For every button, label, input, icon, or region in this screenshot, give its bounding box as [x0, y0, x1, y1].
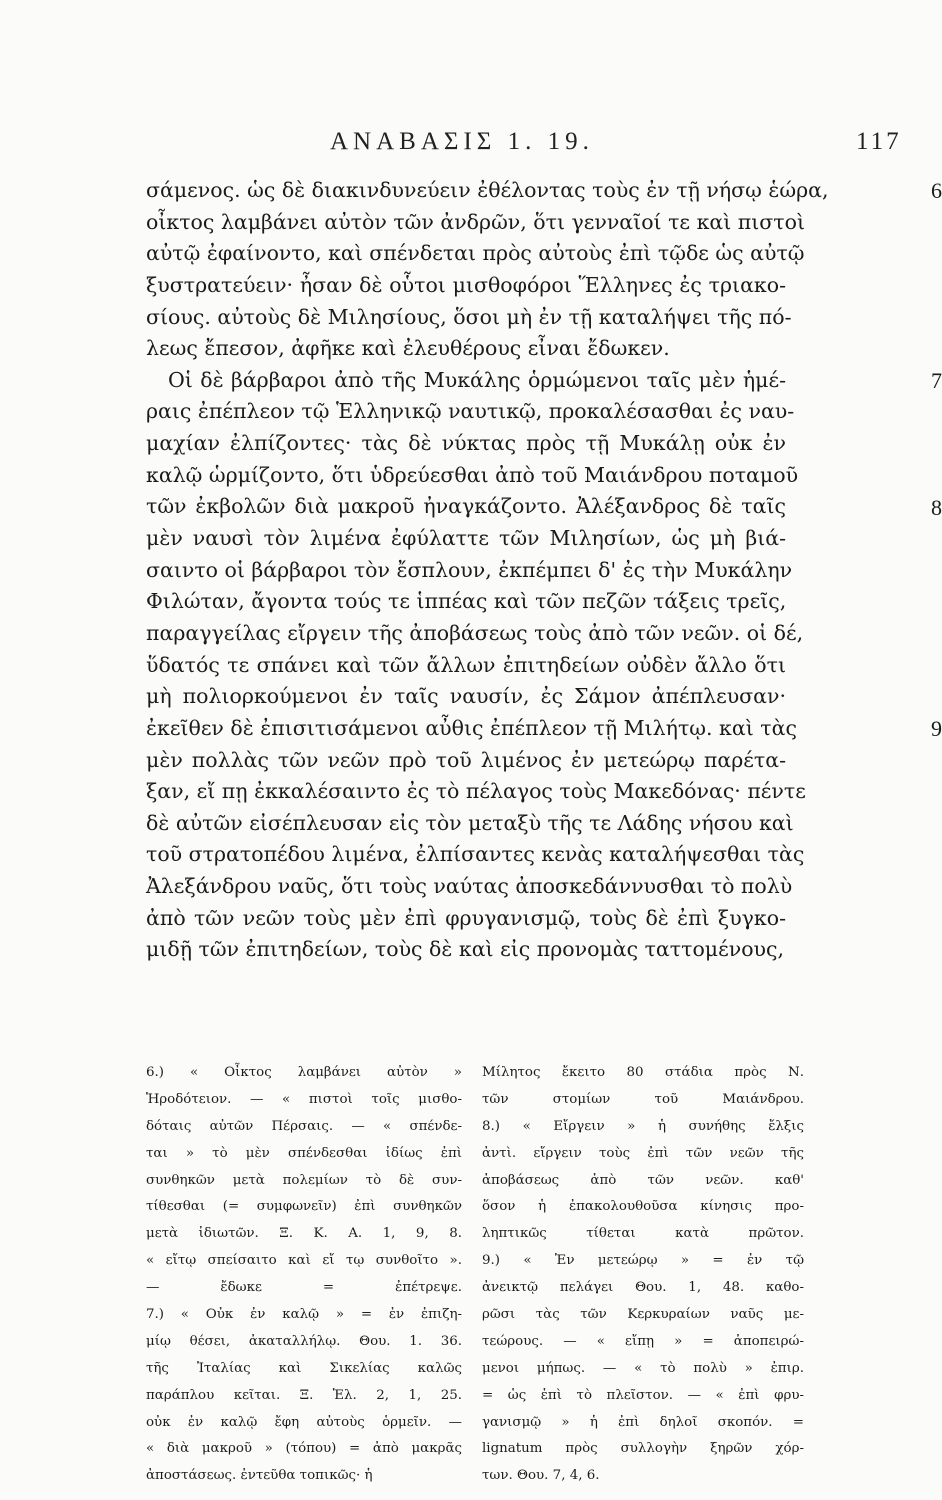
footnote-line: 8.) « Εἴργειν » ἡ συνήθης ἔλξις: [482, 1118, 804, 1134]
footnote-line: Ἡροδότειον. — « πιστοὶ τοῖς μισθο-: [146, 1091, 462, 1107]
footnote-line: οὐκ ἐν καλῷ ἔφη αὐτοὺς ὁρμεῖν. —: [146, 1414, 462, 1430]
text-line: μαχίαν ἐλπίζοντες· τὰς δὲ νύκτας πρὸς τῇ Μυκάλῃ οὐκ ἐν: [146, 431, 786, 456]
footnote-line: 6.) « Οἶκτος λαμβάνει αὐτὸν »: [146, 1065, 462, 1080]
text-line: τοῦ στρατοπέδου λιμένα, ἐλπίσαντες κενὰς καταλήψεσθαι τὰς: [146, 842, 805, 867]
section-number: 7: [931, 367, 942, 393]
footnote-line: lignatum πρὸς συλλογὴν ξηρῶν χόρ-: [482, 1441, 804, 1457]
footnote-line: τῶν στομίων τοῦ Μαιάνδρου.: [482, 1091, 804, 1107]
footnote-line: 9.) « Ἐν μετεώρῳ » = ἐν τῷ: [482, 1253, 804, 1269]
footnotes-right-column: [482, 1060, 804, 1484]
text-line: Οἱ δὲ βάρβαροι ἀπὸ τῆς Μυκάλης ὁρμώμενοι ταῖς μὲν ἡμέ-: [168, 367, 786, 392]
footnote-line: των. Θου. 7, 4, 6.: [482, 1468, 600, 1484]
text-line: ραις ἐπέπλεον τῷ Ἑλληνικῷ ναυτικῷ, προκαλέσασθαι ἐς ναυ-: [146, 399, 795, 424]
text-line: Φιλώταν, ἄγοντα τούς τε ἱππέας καὶ τῶν πεζῶν τάξεις τρεῖς,: [146, 589, 787, 614]
footnote-line: 7.) « Οὐκ ἐν καλῷ » = ἐν ἐπιζη-: [146, 1307, 462, 1323]
section-number: 8: [931, 494, 942, 520]
footnote-line: δόταις αὐτῶν Πέρσαις. — « σπένδε-: [146, 1118, 462, 1134]
text-line: σάμενος. ὡς δὲ διακινδυνεύειν ἐθέλοντας τοὺς ἐν τῇ νήσῳ ἑώρα,: [146, 178, 829, 202]
section-number: 9: [931, 716, 942, 742]
text-line: μὴ πολιορκούμενοι ἐν ταῖς ναυσίν, ἐς Σάμον ἀπέπλευσαν·: [146, 684, 786, 709]
text-line: ξυστρατεύειν· ἦσαν δὲ οὗτοι μισθοφόροι Ἕλληνες ἐς τριακο-: [146, 272, 786, 297]
footnote-line: ἀνεικτῷ πελάγει Θου. 1, 48. καθο-: [482, 1280, 804, 1296]
page-header-title: ΑΝΑΒΑΣΙΣ 1. 19.: [330, 128, 594, 155]
footnote-line: ἀποβάσεως ἀπὸ τῶν νεῶν. καθ': [482, 1172, 804, 1188]
text-line: οἶκτος λαμβάνει αὐτὸν τῶν ἀνδρῶν, ὅτι γενναῖοί τε καὶ πιστοὶ: [146, 209, 806, 234]
text-line: μὲν πολλὰς τῶν νεῶν πρὸ τοῦ λιμένος ἐν μετεώρῳ παρέτα-: [146, 747, 786, 772]
text-line: σίους. αὐτοὺς δὲ Μιλησίους, ὅσοι μὴ ἐν τῇ καταλήψει τῆς πό-: [146, 304, 792, 329]
text-line: ἐκεῖθεν δὲ ἐπισιτισάμενοι αὖθις ἐπέπλεον τῇ Μιλήτῳ. καὶ τὰς: [146, 715, 797, 740]
footnote-line: τεώρους. — « εἴπῃ » = ἀποπειρώ-: [482, 1333, 804, 1349]
text-line: σαιντο οἱ βάρβαροι τὸν ἔσπλουν, ἐκπέμπει δ' ἐς τὴν Μυκάλην: [146, 557, 793, 582]
footnote-line: ἀποστάσεως. ἐντεῦθα τοπικῶς· ἡ: [146, 1468, 373, 1484]
footnote-line: — ἔδωκε = ἐπέτρεψε.: [146, 1280, 462, 1296]
footnote-line: γανισμῷ » ἡ ἐπὶ δηλοῖ σκοπόν. =: [482, 1414, 804, 1430]
footnote-line: παράπλου κεῖται. Ξ. Ἑλ. 2, 1, 25.: [146, 1387, 462, 1403]
footnote-line: Μίλητος ἔκειτο 80 στάδια πρὸς Ν.: [482, 1065, 804, 1080]
running-head: [0, 128, 938, 168]
text-line: Ἀλεξάνδρου ναῦς, ὅτι τοὺς ναύτας ἀποσκεδάννυσθαι τὸ πολὺ: [146, 874, 793, 899]
footnote-line: ληπτικῶς τίθεται κατὰ πρῶτον.: [482, 1226, 804, 1242]
text-line: μιδῇ τῶν ἐπιτηδείων, τοὺς δὲ καὶ εἰς προνομὰς ταττομένους,: [146, 937, 785, 962]
footnote-line: τῆς Ἰταλίας καὶ Σικελίας καλῶς: [146, 1360, 462, 1376]
text-line: λεως ἔπεσον, ἀφῆκε καὶ ἐλευθέρους εἶναι ἔδωκεν.: [146, 336, 670, 361]
footnote-line: μίῳ θέσει, ἀκαταλλήλῳ. Θου. 1. 36.: [146, 1333, 462, 1349]
footnote-line: μενοι μήπως. — « τὸ πολὺ » ἐπιρ.: [482, 1360, 804, 1376]
footnote-line: = ὡς ἐπὶ τὸ πλεῖστον. — « ἐπὶ φρυ-: [482, 1387, 804, 1403]
footnote-line: συνθηκῶν μετὰ πολεμίων τὸ δὲ συν-: [146, 1172, 462, 1188]
text-line: τῶν ἐκβολῶν διὰ μακροῦ ἠναγκάζοντο. Ἀλέξανδρος δὲ ταῖς: [146, 494, 786, 519]
footnotes-left-column: [146, 1060, 462, 1484]
text-line: αὐτῷ ἐφαίνοντο, καὶ σπένδεται πρὸς αὐτοὺς ἐπὶ τῷδε ὡς αὐτῷ: [146, 241, 805, 266]
text-line: παραγγείλας εἴργειν τῆς ἀποβάσεως τοὺς ἀπὸ τῶν νεῶν. οἱ δέ,: [146, 620, 804, 645]
footnote-line: ται » τὸ μὲν σπένδεσθαι ἰδίως ἐπὶ: [146, 1145, 462, 1161]
footnote-line: ὅσον ἡ ἐπακολουθοῦσα κίνησις προ-: [482, 1199, 804, 1215]
footnote-line: « διὰ μακροῦ » (τόπου) = ἀπὸ μακρᾶς: [146, 1441, 462, 1457]
text-line: ὕδατός τε σπάνει καὶ τῶν ἄλλων ἐπιτηδείων οὐδὲν ἄλλο ὅτι: [146, 652, 786, 677]
text-line: ἀπὸ τῶν νεῶν τοὺς μὲν ἐπὶ φρυγανισμῷ, τοὺς δὲ ἐπὶ ξυγκο-: [146, 905, 786, 930]
footnote-line: « εἴτῳ σπείσαιτο καὶ εἴ τῳ συνθοῖτο ».: [146, 1253, 462, 1269]
section-number: 6: [931, 178, 942, 203]
footnote-line: ρῶσι τὰς τῶν Κερκυραίων ναῦς με-: [482, 1307, 804, 1323]
footnote-line: ἀντὶ. εἴργειν τοὺς ἐπὶ τῶν νεῶν τῆς: [482, 1145, 804, 1161]
page-number: 117: [856, 128, 902, 155]
main-text: [146, 175, 942, 966]
text-line: ξαν, εἴ πῃ ἐκκαλέσαιντο ἐς τὸ πέλαγος τοὺς Μακεδόνας· πέντε: [146, 779, 806, 804]
footnote-line: μετὰ ἰδιωτῶν. Ξ. Κ. Α. 1, 9, 8.: [146, 1226, 462, 1242]
footnote-line: τίθεσθαι (= συμφωνεῖν) ἐπὶ συνθηκῶν: [146, 1199, 462, 1215]
text-line: δὲ αὐτῶν εἰσέπλευσαν εἰς τὸν μεταξὺ τῆς τε Λάδης νήσου καὶ: [146, 810, 794, 835]
text-line: καλῷ ὡρμίζοντο, ὅτι ὑδρεύεσθαι ἀπὸ τοῦ Μαιάνδρου ποταμοῦ: [146, 462, 799, 487]
text-line: μὲν ναυσὶ τὸν λιμένα ἐφύλαττε τῶν Μιλησίων, ὡς μὴ βιά-: [146, 526, 786, 551]
